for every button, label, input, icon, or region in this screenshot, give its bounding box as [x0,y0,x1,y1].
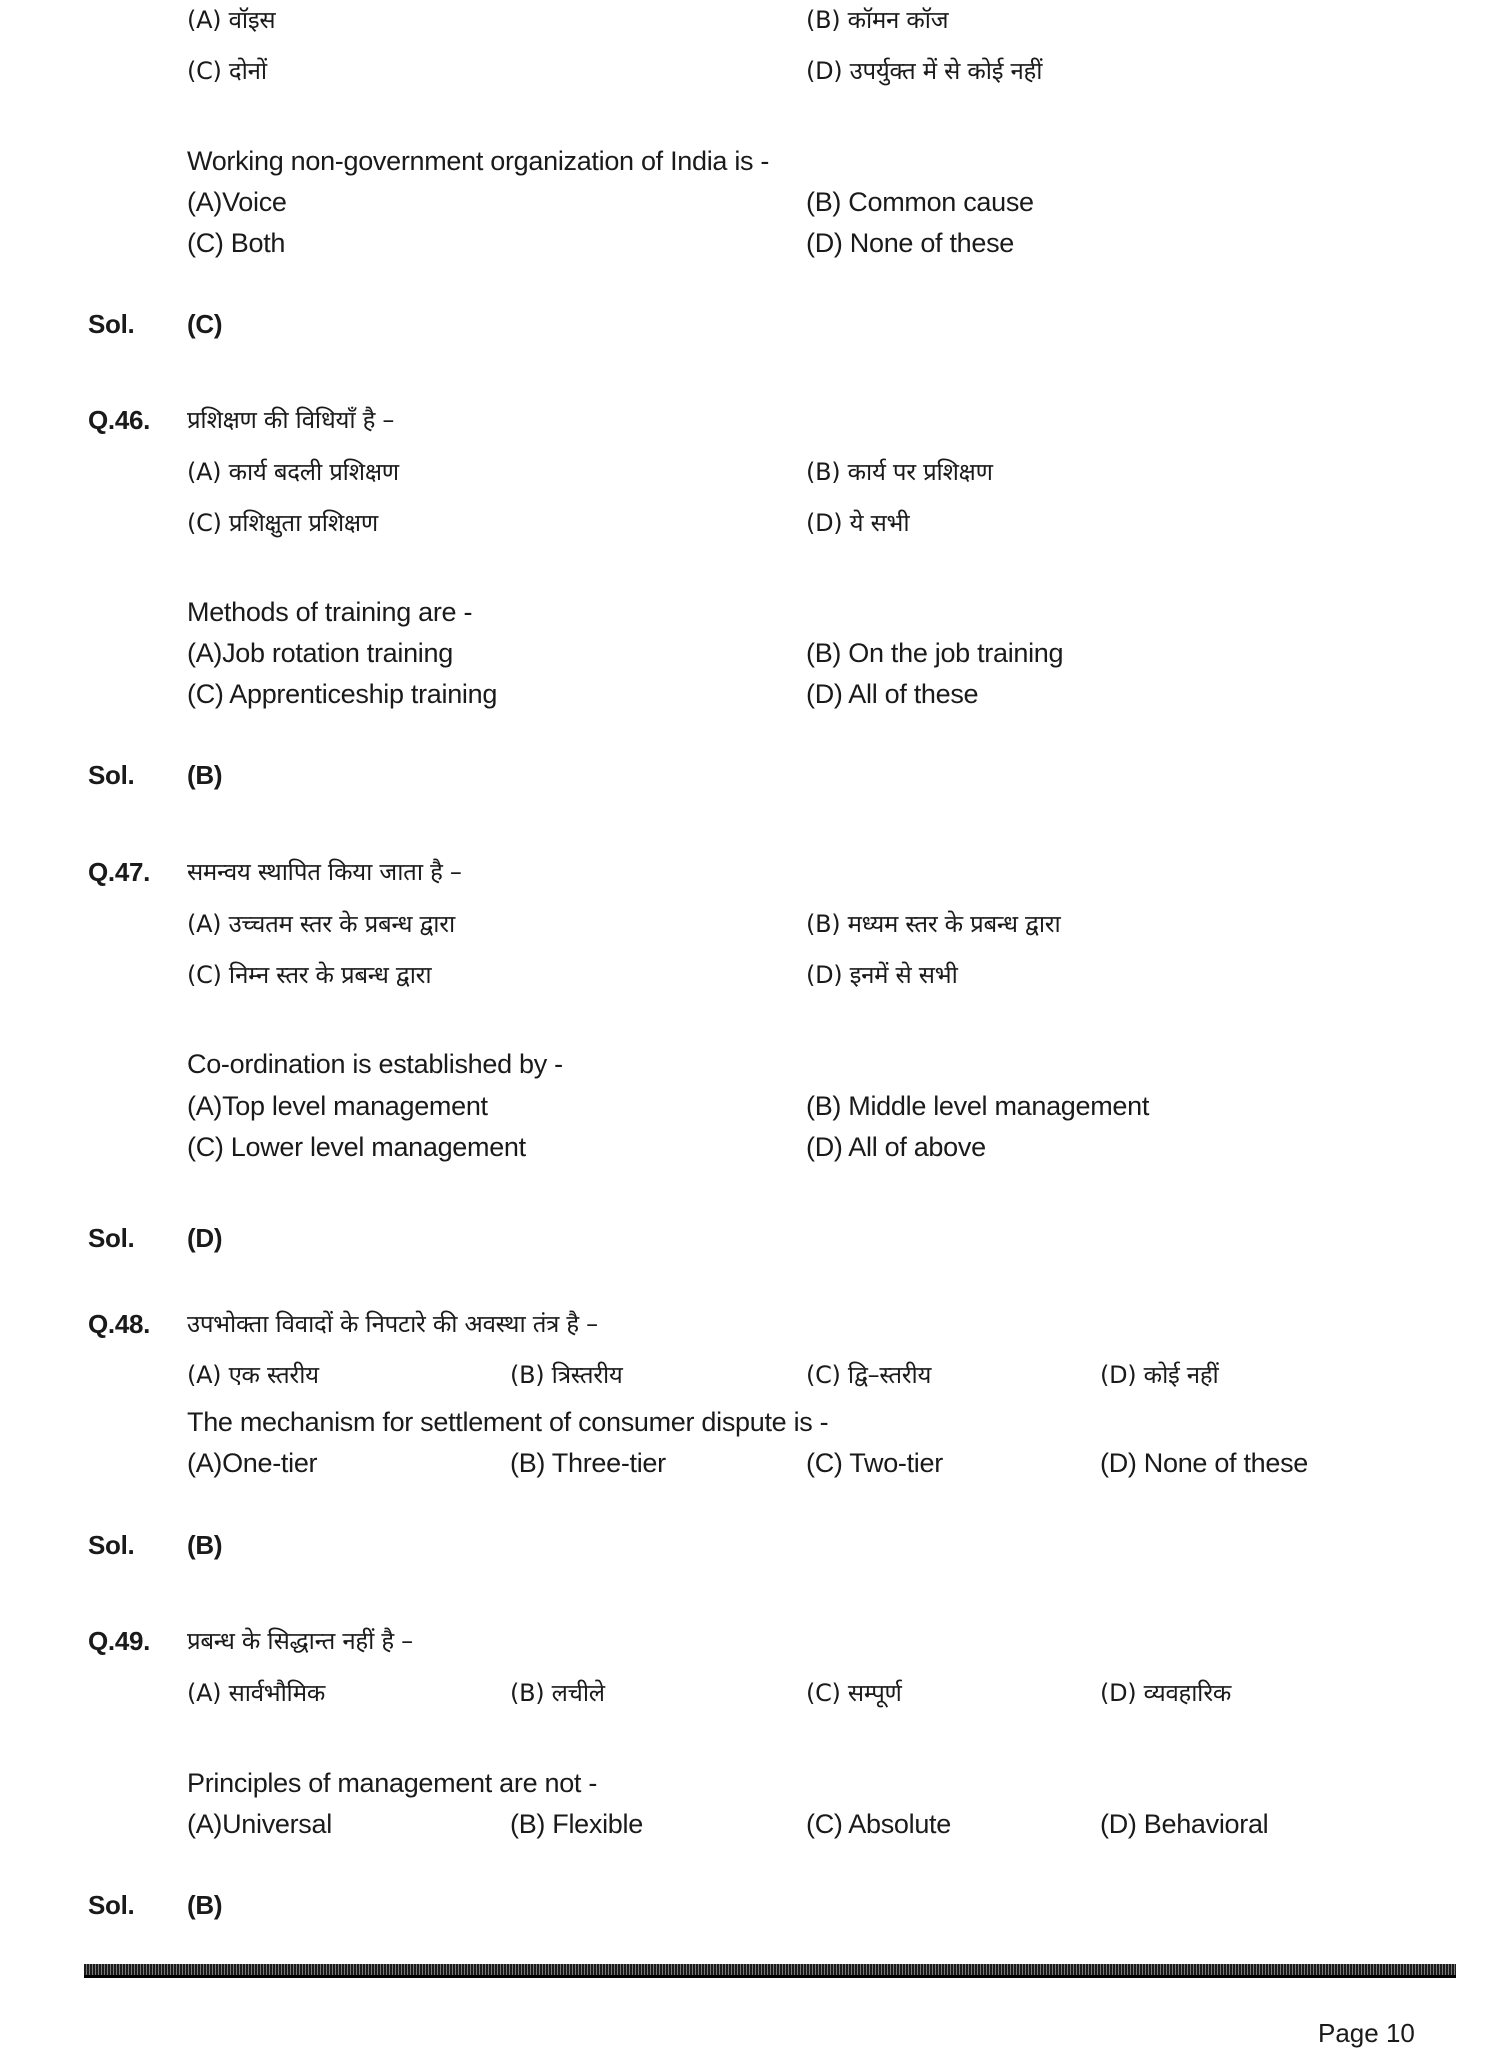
hindi-question: प्रशिक्षण की विधियाँ है – [187,406,395,434]
hindi-option-d: (D) व्यवहारिक [1100,1679,1232,1707]
solution-answer: (B) [187,760,223,790]
hindi-option-c: (C) सम्पूर्ण [806,1679,902,1707]
english-option-b: (B) Middle level management [806,1091,1150,1121]
english-question: The mechanism for settlement of consumer dispute is - [187,1407,829,1437]
english-question: Working non-government organization of India is - [187,146,770,176]
page-number: Page 10 [1318,2018,1415,2048]
hindi-option-d: (D) कोई नहीं [1100,1361,1219,1389]
solution-label: Sol. [88,760,135,790]
hindi-option-c: (C) निम्न स्तर के प्रबन्ध द्वारा [187,961,432,989]
solution-answer: (B) [187,1890,223,1920]
hindi-option-c: (C) प्रशिक्षुता प्रशिक्षण [187,509,378,537]
hindi-question: समन्वय स्थापित किया जाता है – [187,858,462,886]
english-option-c: (C) Apprenticeship training [187,679,498,709]
english-option-a: (A)Voice [187,187,287,217]
question-number: Q.46. [88,405,151,435]
english-option-b: (B) Common cause [806,187,1034,217]
solution-answer: (C) [187,309,223,339]
question-number: Q.49. [88,1626,151,1656]
english-question: Methods of training are - [187,597,473,627]
solution-answer: (D) [187,1223,223,1253]
english-question: Co-ordination is established by - [187,1049,563,1079]
question-number: Q.48. [88,1309,151,1339]
solution-label: Sol. [88,1223,135,1253]
solution-label: Sol. [88,1890,135,1920]
english-option-c: (C) Two-tier [806,1448,943,1478]
english-option-d: (D) All of above [806,1132,986,1162]
hindi-option-a: (A) कार्य बदली प्रशिक्षण [187,458,399,486]
hindi-option-c: (C) द्वि–स्तरीय [806,1361,932,1389]
solution-label: Sol. [88,1530,135,1560]
hindi-question: उपभोक्ता विवादों के निपटारे की अवस्था तंत्र है – [187,1310,598,1338]
english-question: Principles of management are not - [187,1768,598,1798]
hindi-option-a: (A) सार्वभौमिक [187,1679,325,1707]
hindi-option-d: (D) उपर्युक्त में से कोई नहीं [806,57,1043,85]
footer-divider [84,1964,1456,1978]
hindi-question: प्रबन्ध के सिद्धान्त नहीं है – [187,1627,413,1655]
english-option-a: (A)Top level management [187,1091,488,1121]
hindi-option-d: (D) ये सभी [806,509,910,537]
english-option-b: (B) On the job training [806,638,1064,668]
english-option-c: (C) Lower level management [187,1132,526,1162]
hindi-option-b: (B) मध्यम स्तर के प्रबन्ध द्वारा [806,910,1061,938]
english-option-a: (A)Universal [187,1809,332,1839]
hindi-option-d: (D) इनमें से सभी [806,961,958,989]
english-option-a: (A)One-tier [187,1448,318,1478]
english-option-d: (D) Behavioral [1100,1809,1269,1839]
hindi-option-b: (B) लचीले [510,1679,605,1707]
solution-answer: (B) [187,1530,223,1560]
solution-label: Sol. [88,309,135,339]
question-number: Q.47. [88,857,151,887]
hindi-option-b: (B) कॉमन कॉज [806,6,949,34]
hindi-option-a: (A) एक स्तरीय [187,1361,319,1389]
english-option-b: (B) Flexible [510,1809,643,1839]
english-option-d: (D) None of these [806,228,1014,258]
english-option-d: (D) All of these [806,679,979,709]
english-option-d: (D) None of these [1100,1448,1308,1478]
hindi-option-b: (B) कार्य पर प्रशिक्षण [806,458,993,486]
english-option-c: (C) Absolute [806,1809,951,1839]
hindi-option-b: (B) त्रिस्तरीय [510,1361,623,1389]
english-option-c: (C) Both [187,228,286,258]
hindi-option-a: (A) वॉइस [187,6,276,34]
english-option-a: (A)Job rotation training [187,638,453,668]
hindi-option-a: (A) उच्चतम स्तर के प्रबन्ध द्वारा [187,910,455,938]
hindi-option-c: (C) दोनों [187,57,267,85]
english-option-b: (B) Three-tier [510,1448,666,1478]
